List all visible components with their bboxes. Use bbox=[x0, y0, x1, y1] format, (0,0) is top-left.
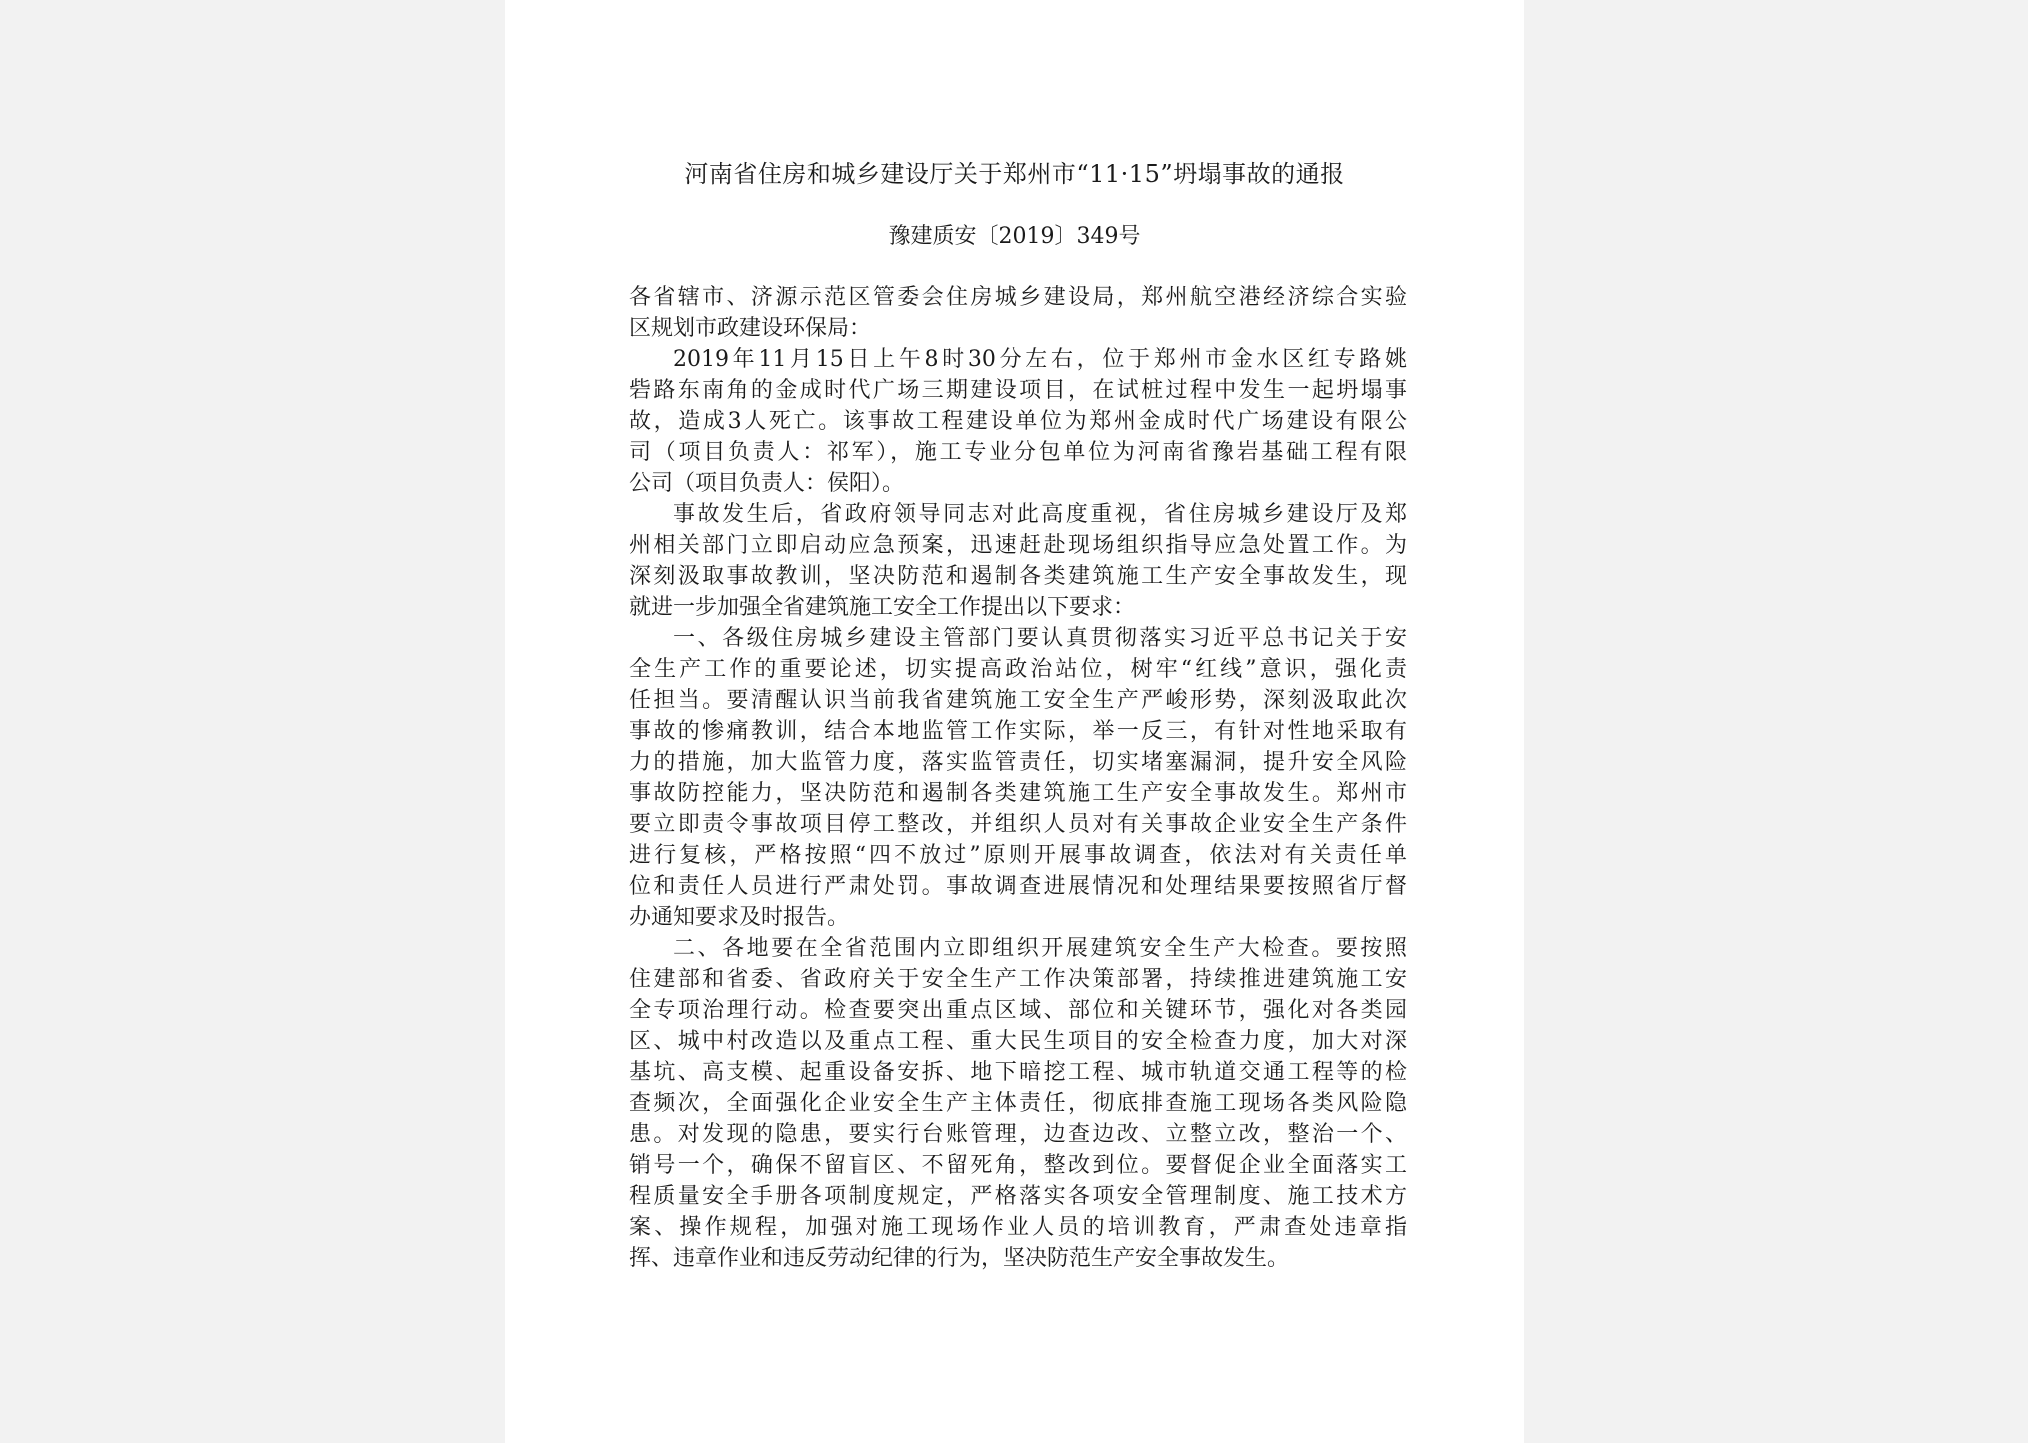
document-number: 豫建质安〔2019〕349号 bbox=[888, 224, 1141, 249]
text-line: 办通知要求及时报告。 bbox=[629, 905, 850, 930]
body-paragraph bbox=[629, 344, 1407, 499]
text-line: 事故防控能力，坚决防范和遏制各类建筑施工生产安全事故发生。郑州市 bbox=[629, 781, 1407, 806]
document-title: 河南省住房和城乡建设厅关于郑州市“11·15”坍塌事故的通报 bbox=[684, 160, 1345, 188]
text-line: 全生产工作的重要论述，切实提高政治站位，树牢“红线”意识，强化责 bbox=[629, 657, 1407, 682]
text-line: 一、各级住房城乡建设主管部门要认真贯彻落实习近平总书记关于安 bbox=[673, 626, 1407, 651]
text-line: 二、各地要在全省范围内立即组织开展建筑安全生产大检查。要按照 bbox=[673, 936, 1407, 961]
salutation-paragraph bbox=[629, 282, 1407, 344]
text-line: 位和责任人员进行严肃处罚。事故调查进展情况和处理结果要按照省厅督 bbox=[629, 874, 1407, 899]
text-line: 查频次，全面强化企业安全生产主体责任，彻底排查施工现场各类风险隐 bbox=[629, 1091, 1407, 1116]
document-body bbox=[629, 282, 1407, 1274]
text-line: 事故发生后，省政府领导同志对此高度重视，省住房城乡建设厅及郑 bbox=[673, 502, 1407, 527]
text-line: 基坑、高支模、起重设备安拆、地下暗挖工程、城市轨道交通工程等的检 bbox=[629, 1060, 1407, 1085]
text-line: 挥、违章作业和违反劳动纪律的行为，坚决防范生产安全事故发生。 bbox=[629, 1246, 1290, 1271]
text-line: 任担当。要清醒认识当前我省建筑施工安全生产严峻形势，深刻汲取此次 bbox=[629, 688, 1407, 713]
requirement-paragraph-2 bbox=[629, 933, 1407, 1274]
text-line: 患。对发现的隐患，要实行台账管理，边查边改、立整立改，整治一个、 bbox=[629, 1122, 1407, 1147]
text-line: 区、城中村改造以及重点工程、重大民生项目的安全检查力度，加大对深 bbox=[629, 1029, 1407, 1054]
text-line: 程质量安全手册各项制度规定，严格落实各项安全管理制度、施工技术方 bbox=[629, 1184, 1407, 1209]
text-line: 要立即责令事故项目停工整改，并组织人员对有关事故企业安全生产条件 bbox=[629, 812, 1407, 837]
body-paragraph bbox=[629, 499, 1407, 623]
text-line: 公司（项目负责人：侯阳）。 bbox=[629, 471, 905, 496]
text-line: 区规划市政建设环保局： bbox=[629, 316, 872, 341]
text-line: 各省辖市、济源示范区管委会住房城乡建设局，郑州航空港经济综合实验 bbox=[629, 285, 1407, 310]
text-line: 事故的惨痛教训，结合本地监管工作实际，举一反三，有针对性地采取有 bbox=[629, 719, 1407, 744]
text-line: 全专项治理行动。检查要突出重点区域、部位和关键环节，强化对各类园 bbox=[629, 998, 1407, 1023]
text-line: 砦路东南角的金成时代广场三期建设项目，在试桩过程中发生一起坍塌事 bbox=[629, 378, 1407, 403]
text-line: 故，造成3人死亡。该事故工程建设单位为郑州金成时代广场建设有限公 bbox=[629, 409, 1407, 434]
text-line: 司（项目负责人：祁军），施工专业分包单位为河南省豫岩基础工程有限 bbox=[629, 440, 1407, 465]
text-line: 住建部和省委、省政府关于安全生产工作决策部署，持续推进建筑施工安 bbox=[629, 967, 1407, 992]
requirement-paragraph-1 bbox=[629, 623, 1407, 933]
document-page bbox=[505, 0, 1524, 1443]
text-line: 就进一步加强全省建筑施工安全工作提出以下要求： bbox=[629, 595, 1136, 620]
text-line: 销号一个，确保不留盲区、不留死角，整改到位。要督促企业全面落实工 bbox=[629, 1153, 1407, 1178]
text-line: 深刻汲取事故教训，坚决防范和遏制各类建筑施工生产安全事故发生，现 bbox=[629, 564, 1407, 589]
text-line: 2019年11月15日上午8时30分左右，位于郑州市金水区红专路姚 bbox=[673, 347, 1407, 372]
text-line: 进行复核，严格按照“四不放过”原则开展事故调查，依法对有关责任单 bbox=[629, 843, 1407, 868]
text-line: 州相关部门立即启动应急预案，迅速赶赴现场组织指导应急处置工作。为 bbox=[629, 533, 1407, 558]
text-line: 力的措施，加大监管力度，落实监管责任，切实堵塞漏洞，提升安全风险 bbox=[629, 750, 1407, 775]
text-line: 案、操作规程，加强对施工现场作业人员的培训教育，严肃查处违章指 bbox=[629, 1215, 1407, 1240]
